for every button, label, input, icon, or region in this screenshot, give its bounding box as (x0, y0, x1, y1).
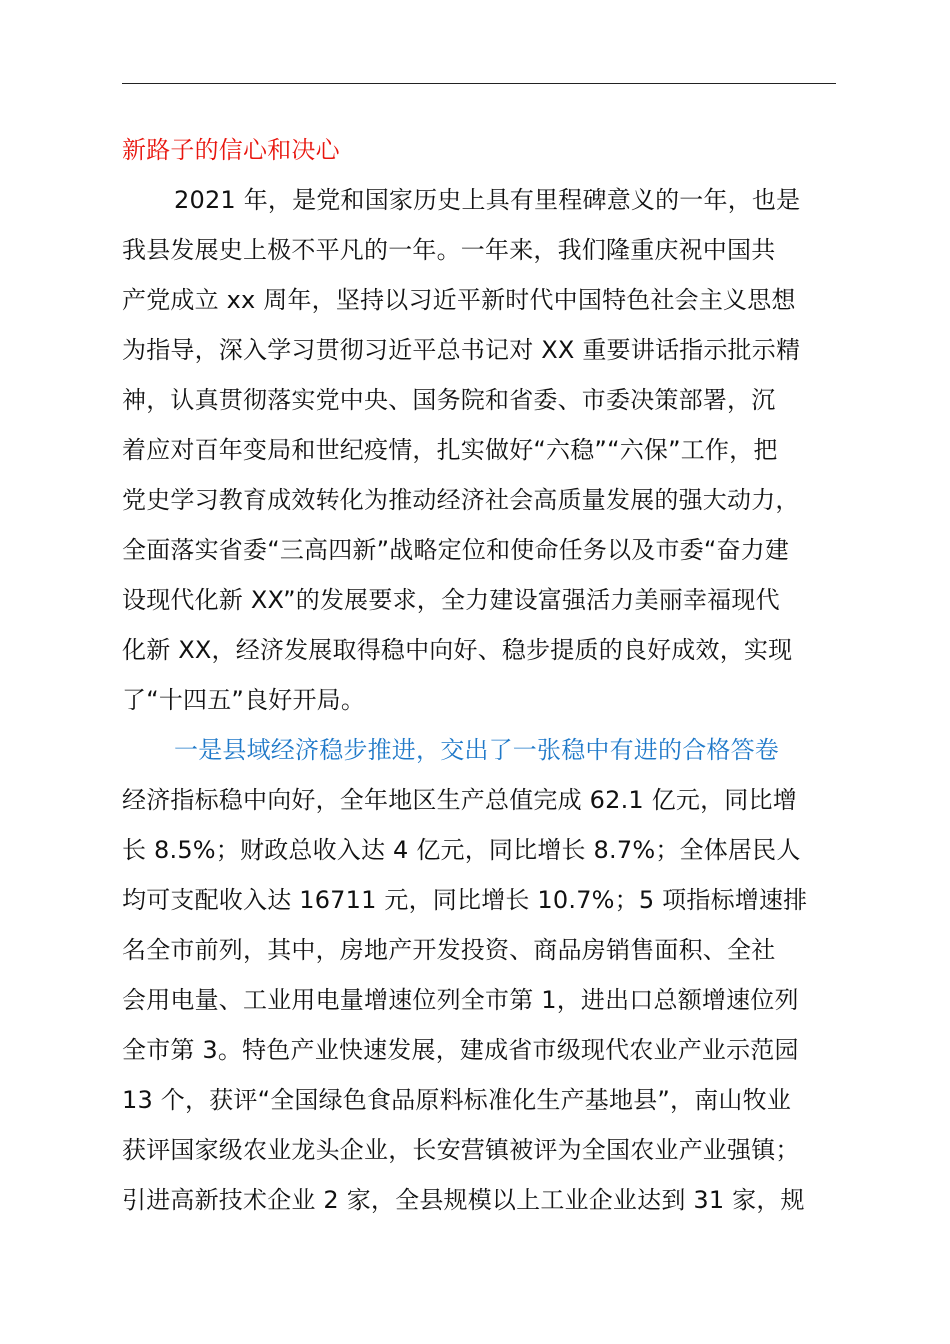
section-line: 均可支配收入达 16711 元，同比增长 10.7%；5 项指标增速排 (122, 886, 808, 914)
intro-line: 党史学习教育成效转化为推动经济社会高质量发展的强大动力， (122, 486, 800, 514)
section-line: 会用电量、工业用电量增速位列全市第 1，进出口总额增速位列 (122, 986, 799, 1014)
intro-line: 化新 XX，经济发展取得稳中向好、稳步提质的良好成效，实现 (122, 636, 793, 664)
header-rule (122, 83, 836, 84)
section-heading: 一是县域经济稳步推进，交出了一张稳中有进的合格答卷 (174, 736, 779, 764)
intro-line: 我县发展史上极不平凡的一年。一年来，我们隆重庆祝中国共 (122, 236, 776, 264)
section-line: 13 个，获评“全国绿色食品原料标准化生产基地县”，南山牧业 (122, 1086, 792, 1114)
intro-line: 产党成立 xx 周年，坚持以习近平新时代中国特色社会主义思想 (122, 286, 796, 314)
intro-line: 设现代化新 XX”的发展要求，全力建设富强活力美丽幸福现代 (122, 586, 780, 614)
intro-line: 了“十四五”良好开局。 (122, 686, 366, 714)
intro-line: 神，认真贯彻落实党中央、国务院和省委、市委决策部署，沉 (122, 386, 776, 414)
subheading: 新路子的信心和决心 (122, 136, 340, 164)
section-line: 全市第 3。特色产业快速发展，建成省市级现代农业产业示范园 (122, 1036, 799, 1064)
intro-line: 着应对百年变局和世纪疫情，扎实做好“六稳”“六保”工作，把 (122, 436, 778, 464)
section-line: 长 8.5%；财政总收入达 4 亿元，同比增长 8.7%；全体居民人 (122, 836, 801, 864)
document-body (122, 125, 862, 1225)
section-line: 引进高新技术企业 2 家，全县规模以上工业企业达到 31 家，规 (122, 1186, 805, 1214)
section-line: 获评国家级农业龙头企业，长安营镇被评为全国农业产业强镇； (122, 1136, 800, 1164)
intro-line: 全面落实省委“三高四新”战略定位和使命任务以及市委“奋力建 (122, 536, 790, 564)
intro-line: 2021 年，是党和国家历史上具有里程碑意义的一年，也是 (174, 186, 801, 214)
intro-line: 为指导，深入学习贯彻习近平总书记对 XX 重要讲话指示批示精 (122, 336, 801, 364)
section-line: 名全市前列，其中，房地产开发投资、商品房销售面积、全社 (122, 936, 776, 964)
section-line: 经济指标稳中向好，全年地区生产总值完成 62.1 亿元，同比增 (122, 786, 797, 814)
